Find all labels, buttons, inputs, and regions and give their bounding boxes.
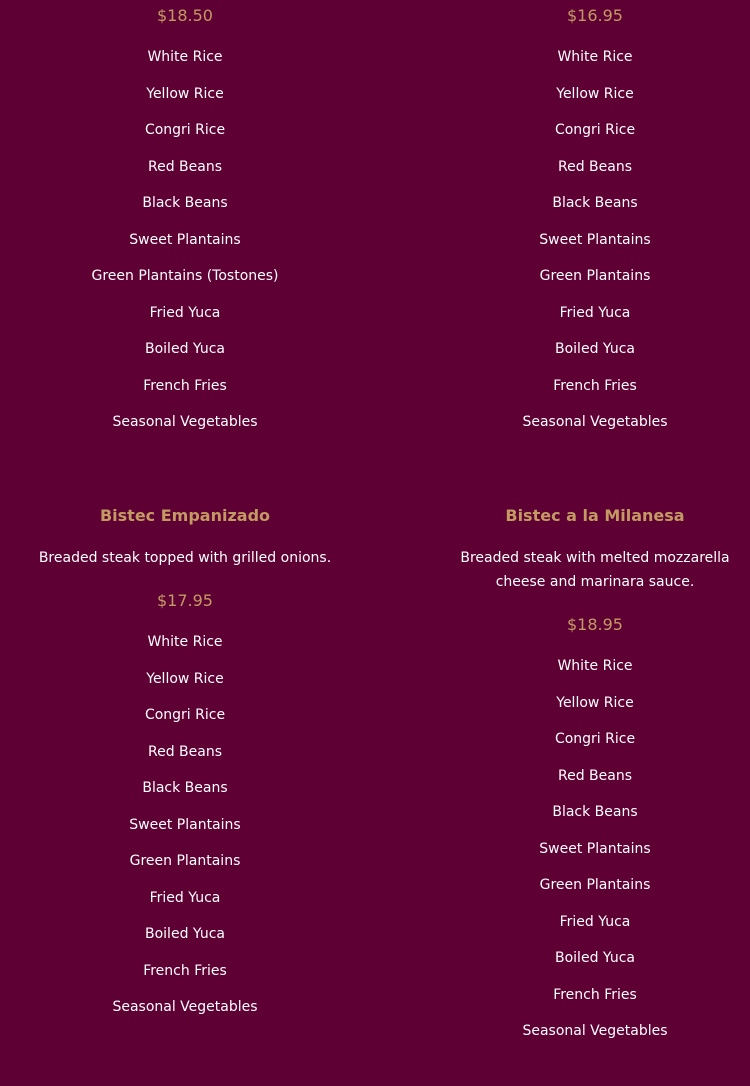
side-option: Congri Rice bbox=[554, 122, 636, 138]
side-option: Boiled Yuca bbox=[145, 341, 225, 357]
sides-list bbox=[440, 657, 750, 1040]
side-option: Fried Yuca bbox=[559, 304, 631, 321]
side-option: Green Plantains bbox=[539, 268, 651, 284]
side-option: Congri Rice bbox=[144, 122, 226, 138]
menu-item bbox=[440, 506, 750, 1059]
side-option: Fried Yuca bbox=[559, 913, 631, 930]
side-option: Black Beans bbox=[142, 195, 228, 211]
side-option: Red Beans bbox=[557, 767, 632, 784]
item-price: $18.95 bbox=[567, 615, 623, 634]
side-option: Fried Yuca bbox=[149, 304, 221, 321]
side-option: White Rice bbox=[557, 49, 633, 65]
side-option: Black Beans bbox=[552, 804, 638, 820]
side-option: Yellow Rice bbox=[146, 85, 224, 102]
side-option: Red Beans bbox=[147, 158, 222, 175]
side-option: Yellow Rice bbox=[556, 85, 634, 102]
item-name: Bistec Empanizado bbox=[99, 506, 271, 525]
sides-list bbox=[0, 48, 370, 431]
item-name: Bistec a la Milanesa bbox=[505, 506, 685, 525]
side-option: Fried Yuca bbox=[149, 889, 221, 906]
side-option: Green Plantains bbox=[129, 853, 241, 869]
side-option: French Fries bbox=[553, 986, 637, 1003]
side-option: Boiled Yuca bbox=[555, 950, 635, 966]
item-price: $18.50 bbox=[157, 6, 213, 25]
side-option: Sweet Plantains bbox=[129, 816, 241, 833]
side-option: Green Plantains bbox=[539, 877, 651, 893]
item-description: Breaded steak with melted mozzarella cheese and marinara sauce. bbox=[460, 550, 730, 590]
side-option: White Rice bbox=[147, 634, 223, 650]
side-option: Seasonal Vegetables bbox=[112, 414, 258, 430]
side-option: Congri Rice bbox=[554, 731, 636, 747]
side-option: Seasonal Vegetables bbox=[522, 1023, 668, 1039]
item-description: Breaded steak topped with grilled onions. bbox=[38, 550, 332, 566]
side-option: Black Beans bbox=[142, 780, 228, 796]
menu-item bbox=[0, 6, 370, 450]
side-option: Yellow Rice bbox=[556, 694, 634, 711]
side-option: Seasonal Vegetables bbox=[112, 999, 258, 1015]
side-option: Black Beans bbox=[552, 195, 638, 211]
menu-item bbox=[440, 6, 750, 450]
sides-list bbox=[440, 48, 750, 431]
sides-list bbox=[0, 633, 370, 1016]
side-option: Sweet Plantains bbox=[539, 840, 651, 857]
side-option: Boiled Yuca bbox=[555, 341, 635, 357]
side-option: Congri Rice bbox=[144, 707, 226, 723]
side-option: French Fries bbox=[143, 962, 227, 979]
side-option: French Fries bbox=[143, 377, 227, 394]
item-price: $17.95 bbox=[157, 591, 213, 610]
side-option: White Rice bbox=[147, 49, 223, 65]
side-option: Sweet Plantains bbox=[129, 231, 241, 248]
side-option: Green Plantains (Tostones) bbox=[91, 268, 279, 284]
item-price: $16.95 bbox=[567, 6, 623, 25]
side-option: Yellow Rice bbox=[146, 670, 224, 687]
side-option: Sweet Plantains bbox=[539, 231, 651, 248]
side-option: Red Beans bbox=[147, 743, 222, 760]
side-option: Red Beans bbox=[557, 158, 632, 175]
side-option: White Rice bbox=[557, 658, 633, 674]
side-option: French Fries bbox=[553, 377, 637, 394]
menu-item bbox=[0, 506, 370, 1035]
side-option: Boiled Yuca bbox=[145, 926, 225, 942]
side-option: Seasonal Vegetables bbox=[522, 414, 668, 430]
